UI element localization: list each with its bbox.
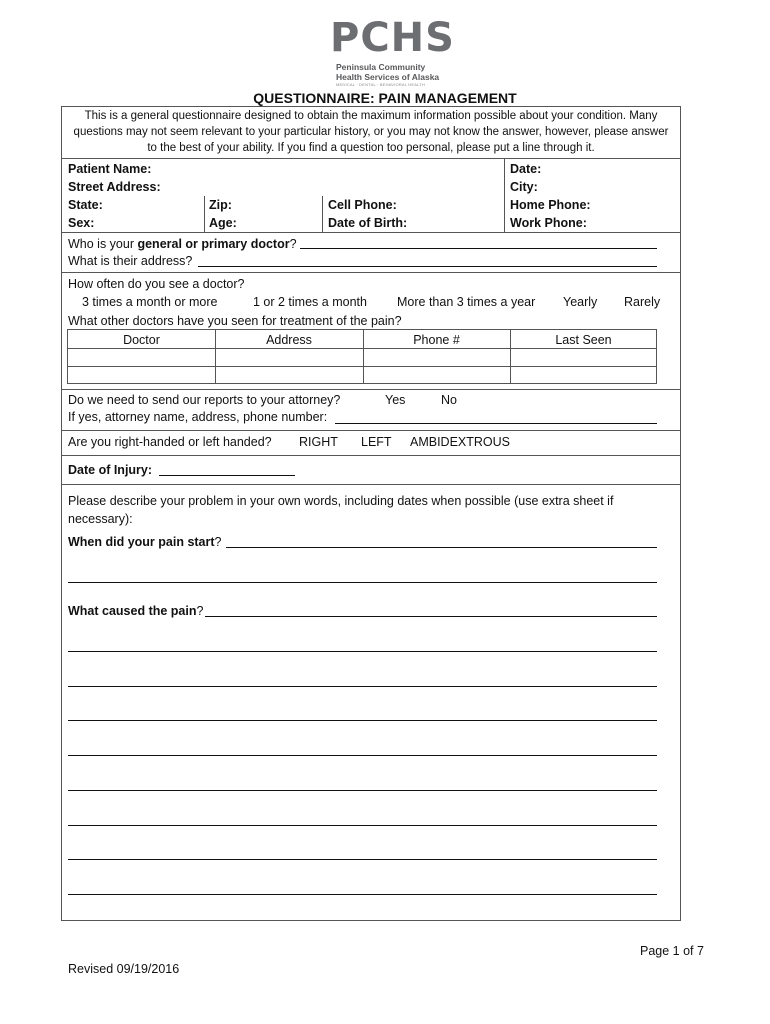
pain-cause-field[interactable]: [68, 790, 657, 791]
divider: [61, 389, 681, 390]
divider: [61, 158, 681, 159]
age-label[interactable]: Age:: [209, 216, 237, 230]
column-header: Last Seen: [555, 333, 612, 347]
doctor-address-field[interactable]: [198, 266, 657, 267]
handedness-question: Are you right-handed or left handed?: [68, 435, 272, 449]
pain-cause-field[interactable]: [68, 894, 657, 895]
column-header: Phone #: [413, 333, 460, 347]
grid-line: [504, 158, 505, 232]
pain-cause-field[interactable]: [68, 720, 657, 721]
intro-line-1: This is a general questionnaire designed to obtain the maximum information possible about your condition. Many: [84, 110, 658, 122]
primary-doctor-question: Who is your general or primary doctor?: [68, 237, 297, 251]
zip-label[interactable]: Zip:: [209, 198, 232, 212]
doctor-address-question: What is their address?: [68, 254, 193, 268]
sex-label[interactable]: Sex:: [68, 216, 95, 230]
grid-line: [204, 196, 205, 232]
pchs-logo: [330, 15, 455, 88]
describe-instructions-line-2: necessary):: [68, 512, 133, 526]
column-header: Doctor: [123, 333, 160, 347]
frequency-option[interactable]: 3 times a month or more: [82, 295, 218, 309]
pain-cause-field[interactable]: [68, 686, 657, 687]
patient-name-label[interactable]: Patient Name:: [68, 162, 152, 176]
state-label[interactable]: State:: [68, 198, 103, 212]
intro-text: [64, 108, 678, 156]
divider: [61, 272, 681, 273]
pain-start-field[interactable]: [68, 582, 657, 583]
handedness-option[interactable]: RIGHT: [299, 435, 338, 449]
attorney-question: Do we need to send our reports to your attorney?: [68, 393, 341, 407]
describe-instructions-line-1: Please describe your problem in your own words, including dates when possible (use extra sheet if: [68, 494, 614, 508]
intro-line-2: questions may not seem relevant to your particular history, or you may not know the answer, however, please answer: [73, 126, 669, 138]
pain-cause-question: What caused the pain?: [68, 604, 204, 618]
street-address-label[interactable]: Street Address:: [68, 180, 161, 194]
date-label[interactable]: Date:: [510, 162, 542, 176]
handedness-option[interactable]: LEFT: [361, 435, 392, 449]
intro-line-3: to the best of your ability. If you find a question too personal, please put a line through it.: [147, 142, 595, 154]
revised-date: Revised 09/19/2016: [68, 962, 180, 976]
attorney-no-option[interactable]: No: [441, 393, 457, 407]
pain-cause-field[interactable]: [68, 825, 657, 826]
divider: [61, 430, 681, 431]
divider: [61, 232, 681, 233]
frequency-question: How often do you see a doctor?: [68, 277, 245, 291]
pain-cause-field[interactable]: [68, 755, 657, 756]
frequency-option[interactable]: 1 or 2 times a month: [253, 295, 367, 309]
cell-phone-label[interactable]: Cell Phone:: [328, 198, 397, 212]
attorney-yes-option[interactable]: Yes: [385, 393, 406, 407]
logo-mark: PCHS: [330, 15, 455, 61]
form-title: QUESTIONNAIRE: PAIN MANAGEMENT: [253, 90, 517, 106]
frequency-option[interactable]: Yearly: [563, 295, 598, 309]
frequency-option[interactable]: Rarely: [624, 295, 661, 309]
pain-start-question: When did your pain start?: [68, 535, 222, 549]
attorney-details-field[interactable]: [335, 423, 657, 424]
pain-cause-field[interactable]: [205, 616, 657, 617]
other-doctors-question: What other doctors have you seen for treatment of the pain?: [68, 314, 402, 328]
attorney-details-question: If yes, attorney name, address, phone number:: [68, 410, 328, 424]
other-doctors-table: [67, 329, 657, 384]
column-header: Address: [266, 333, 312, 347]
city-label[interactable]: City:: [510, 180, 538, 194]
handedness-option[interactable]: AMBIDEXTROUS: [410, 435, 511, 449]
primary-doctor-field[interactable]: [300, 248, 657, 249]
frequency-option[interactable]: More than 3 times a year: [397, 295, 536, 309]
work-phone-label[interactable]: Work Phone:: [510, 216, 587, 230]
divider: [61, 455, 681, 456]
date-of-injury-field[interactable]: [159, 475, 295, 476]
pain-cause-field[interactable]: [68, 651, 657, 652]
date-of-injury-label: Date of Injury:: [68, 463, 153, 477]
dob-label[interactable]: Date of Birth:: [328, 216, 408, 230]
logo-line-3: MEDICAL · DENTAL · BEHAVIORAL HEALTH: [336, 82, 425, 87]
pain-start-field[interactable]: [226, 547, 657, 548]
logo-line-1: Peninsula Community: [336, 62, 426, 72]
home-phone-label[interactable]: Home Phone:: [510, 198, 591, 212]
grid-line: [322, 196, 323, 232]
logo-line-2: Health Services of Alaska: [336, 72, 440, 82]
page-number: Page 1 of 7: [640, 944, 704, 958]
pain-cause-field[interactable]: [68, 859, 657, 860]
divider: [61, 484, 681, 485]
